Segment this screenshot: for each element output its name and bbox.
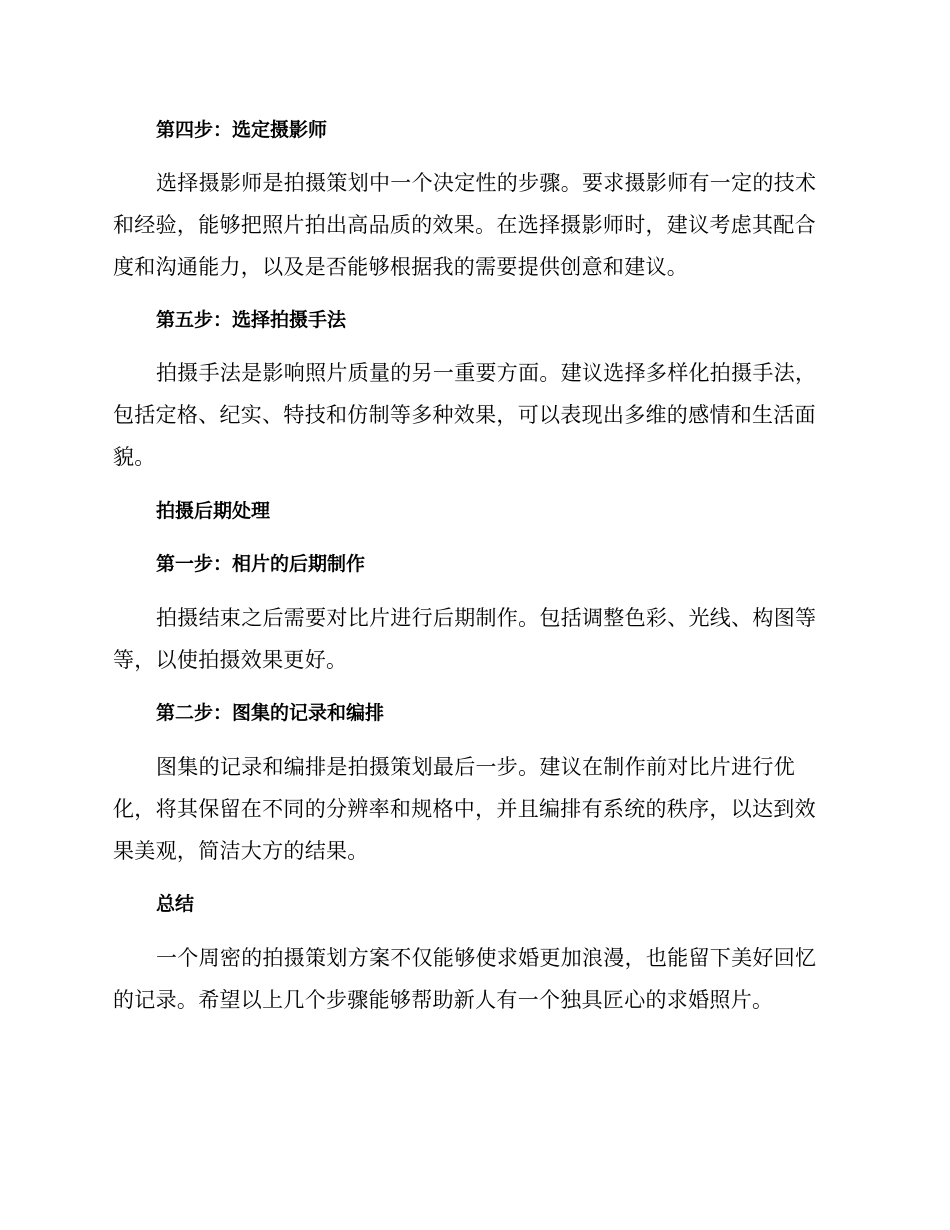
post-step2-heading: 第二步：图集的记录和编排 bbox=[156, 702, 385, 724]
post-processing-heading: 拍摄后期处理 bbox=[156, 500, 271, 522]
post-step2-paragraph: 图集的记录和编排是拍摄策划最后一步。建议在制作前对比片进行优化，将其保留在不同的分辨率和规格中，并且编排有系统的秩序，以达到效果美观，简洁大方的结果。 bbox=[113, 755, 816, 863]
step5-paragraph: 拍摄手法是影响照片质量的另一重要方面。建议选择多样化拍摄手法，包括定格、纪实、特技和仿制等多种效果，可以表现出多维的感情和生活面貌。 bbox=[113, 361, 817, 469]
summary-paragraph: 一个周密的拍摄策划方案不仅能够使求婚更加浪漫，也能留下美好回忆的记录。希望以上几个步骤能够帮助新人有一个独具匠心的求婚照片。 bbox=[113, 946, 817, 1012]
step5-heading: 第五步：选择拍摄手法 bbox=[156, 309, 347, 331]
summary-heading: 总结 bbox=[156, 893, 195, 915]
step4-paragraph: 选择摄影师是拍摄策划中一个决定性的步骤。要求摄影师有一定的技术和经验，能够把照片拍出高品质的效果。在选择摄影师时，建议考虑其配合度和沟通能力，以及是否能够根据我的需要提供创意和建议。 bbox=[113, 171, 817, 279]
post-step1-heading: 第一步：相片的后期制作 bbox=[156, 553, 366, 575]
document-page bbox=[113, 109, 833, 1021]
step4-heading: 第四步：选定摄影师 bbox=[156, 119, 328, 141]
post-step1-paragraph: 拍摄结束之后需要对比片进行后期制作。包括调整色彩、光线、构图等等，以使拍摄效果更好。 bbox=[113, 606, 817, 672]
